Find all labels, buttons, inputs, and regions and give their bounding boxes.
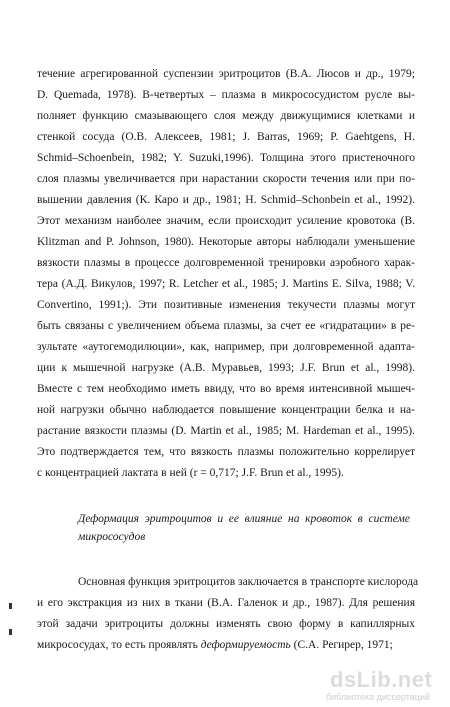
paragraph-line: слоя плазмы увеличивается при нарастании скорости течения или при по- <box>37 173 415 185</box>
paragraph-line: растание вязкости плазмы (D. Martin et al., 1985; M. Hardeman et al., 1995). <box>37 425 415 437</box>
paragraph-line: стенкой сосуда (О.В. Алексеев, 1981; J. Barras, 1969; P. Gaehtgens, H. <box>37 131 415 143</box>
paragraph-line: ной нагрузки обычно наблюдается повышение концентрации белка и на- <box>37 404 415 416</box>
watermark-subtitle: библиотека диссертаций <box>326 692 431 702</box>
paragraph-line: быть связаны с увеличением объема плазмы, за счет ее «гидратации» в ре- <box>37 320 415 332</box>
paragraph-line: Convertino, 1991;). Эти позитивные изменения текучести плазмы могут <box>37 299 415 311</box>
paragraph-line: вязкости плазмы в процессе долговременной тренировки аэробного харак- <box>37 257 415 269</box>
paragraph-line: D. Quemada, 1978). В-четвертых – плазма в микрососудистом русле вы- <box>37 89 415 101</box>
paragraph-line: зультате «аутогемодилюции», как, например, при долговременной адапта- <box>37 341 415 353</box>
paragraph-line: течение агрегированной суспензии эритроцитов (В.А. Люсов и др., 1979; <box>37 68 415 80</box>
watermark-title: dsLib.net <box>330 667 433 692</box>
margin-mark <box>9 629 12 635</box>
paragraph-line: Klitzman and P. Johnson, 1980). Некоторые авторы наблюдали уменьшение <box>37 236 415 248</box>
paragraph-line <box>37 638 415 652</box>
paragraph-line: вышении давления (К. Каро и др., 1981; H. Schmid–Schonbein et al., 1992). <box>37 194 415 206</box>
paragraph-line: Этот механизм наиболее значим, если происходит усиление кровотока (B. <box>37 215 415 227</box>
line-text: микрососудах, то есть проявлять <box>37 639 201 651</box>
paragraph-line: Это подтверждается тем, что вязкость плазмы положительно коррелирует <box>37 446 415 458</box>
paragraph-line: полняет функцию смазывающего слоя между движущимися клетками и <box>37 110 415 122</box>
line-text: (С.А. Регирер, 1971; <box>290 639 393 651</box>
paragraph-line: ции к мышечной нагрузке (А.В. Муравьев, 1993; J.F. Brun et al., 1998). <box>37 362 415 374</box>
paragraph-line: тера (А.Д. Викулов, 1997; R. Letcher et al., 1985; J. Martins E. Silva, 1988; V. <box>37 278 415 290</box>
paragraph-line: и его экстракция из них в ткани (В.А. Галенок и др., 1987). Для решения <box>37 597 415 609</box>
section-heading: Деформация эритроцитов и ее влияние на кровоток в системе <box>78 513 410 525</box>
paragraph-line: Schmid–Schoenbein, 1982; Y. Suzuki,1996). Толщина этого пристеночного <box>37 152 415 164</box>
watermark-logo <box>326 667 442 704</box>
paragraph-line: с концентрацией лактата в ней (r = 0,717; J.F. Brun et al., 1995). <box>37 467 344 479</box>
emphasized-term: деформируемость <box>200 639 291 651</box>
paragraph-line: Основная функция эритроцитов заключается в транспорте кислорода <box>78 576 419 588</box>
paragraph-line: этой задачи эритроциты должны изменять свою форму в капиллярных <box>37 618 415 630</box>
paragraph-line: Вместе с тем необходимо иметь ввиду, что во время интенсивной мышеч- <box>37 383 415 395</box>
margin-mark <box>9 603 12 609</box>
section-heading-continued: микрососудов <box>78 531 146 543</box>
